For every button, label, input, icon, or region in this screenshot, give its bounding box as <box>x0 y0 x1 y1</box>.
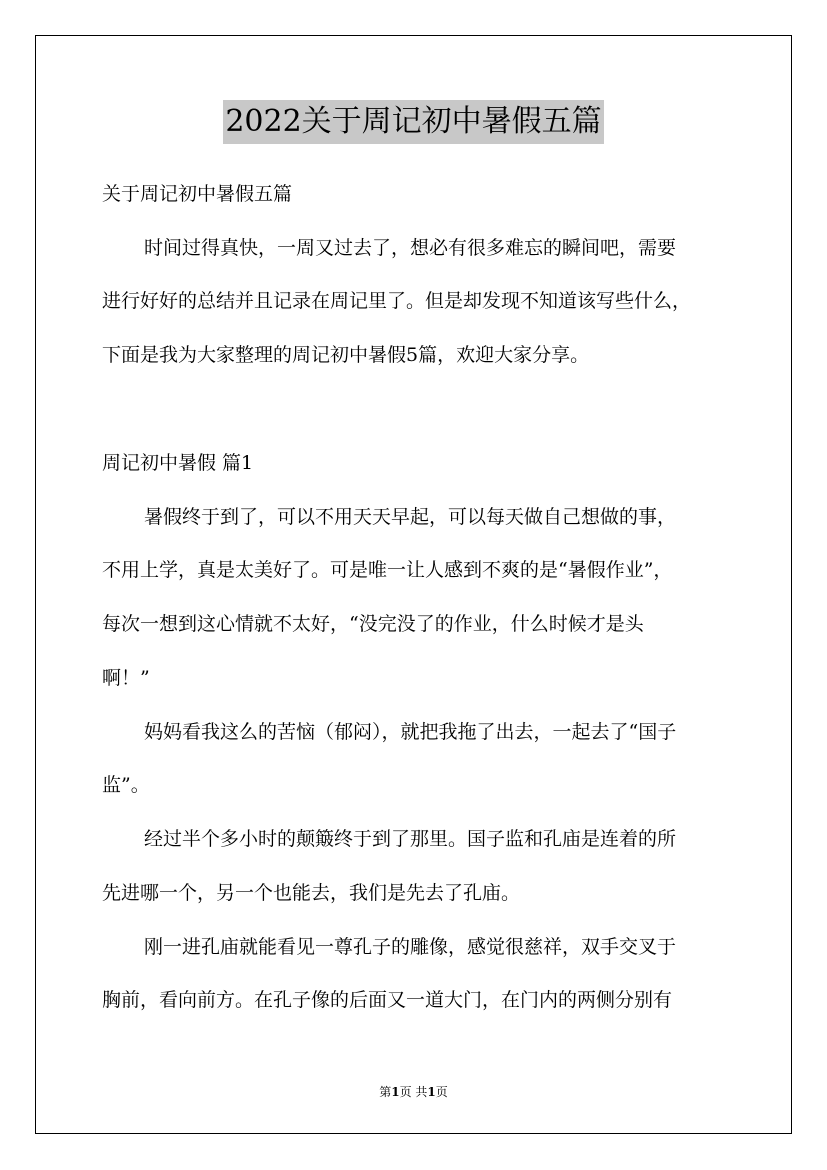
intro-line-2: 进行好好的总结并且记录在周记里了。但是却发现不知道该写些什么， <box>102 290 692 312</box>
body-line-5: 妈妈看我这么的苦恼（郁闷），就把我拖了出去，一起去了“国子 <box>144 721 677 743</box>
intro-line-3: 下面是我为大家整理的周记初中暑假5篇，欢迎大家分享。 <box>102 344 590 366</box>
intro-line-1: 时间过得真快，一周又过去了，想必有很多难忘的瞬间吧，需要 <box>144 237 677 259</box>
title-container <box>0 100 827 144</box>
body-line-8: 先进哪一个，另一个也能去，我们是先去了孔庙。 <box>102 882 521 904</box>
document-title: 2022关于周记初中暑假五篇 <box>223 100 603 144</box>
footer-total-suffix: 页 <box>435 1085 448 1099</box>
footer-page-number: 1 <box>391 1085 400 1099</box>
body-line-4: 啊！” <box>102 667 150 689</box>
footer-page-prefix: 第 <box>379 1085 392 1099</box>
page-footer <box>0 1083 827 1100</box>
body-line-1: 暑假终于到了，可以不用天天早起，可以每天做自己想做的事， <box>144 506 677 528</box>
body-line-7: 经过半个多小时的颠簸终于到了那里。国子监和孔庙是连着的所 <box>144 828 677 850</box>
section-heading: 周记初中暑假 篇1 <box>102 452 254 474</box>
body-line-6: 监”。 <box>102 774 150 796</box>
body-line-3: 每次一想到这心情就不太好，“没完没了的作业，什么时候才是头 <box>102 613 644 635</box>
subtitle: 关于周记初中暑假五篇 <box>102 183 293 205</box>
body-line-10: 胸前，看向前方。在孔子像的后面又一道大门，在门内的两侧分别有 <box>102 989 673 1011</box>
body-line-9: 刚一进孔庙就能看见一尊孔子的雕像，感觉很慈祥，双手交叉于 <box>144 936 677 958</box>
footer-page-suffix: 页 共 <box>399 1085 428 1099</box>
footer-total-number: 1 <box>427 1085 436 1099</box>
body-line-2: 不用上学，真是太美好了。可是唯一让人感到不爽的是“暑假作业”， <box>102 559 673 581</box>
